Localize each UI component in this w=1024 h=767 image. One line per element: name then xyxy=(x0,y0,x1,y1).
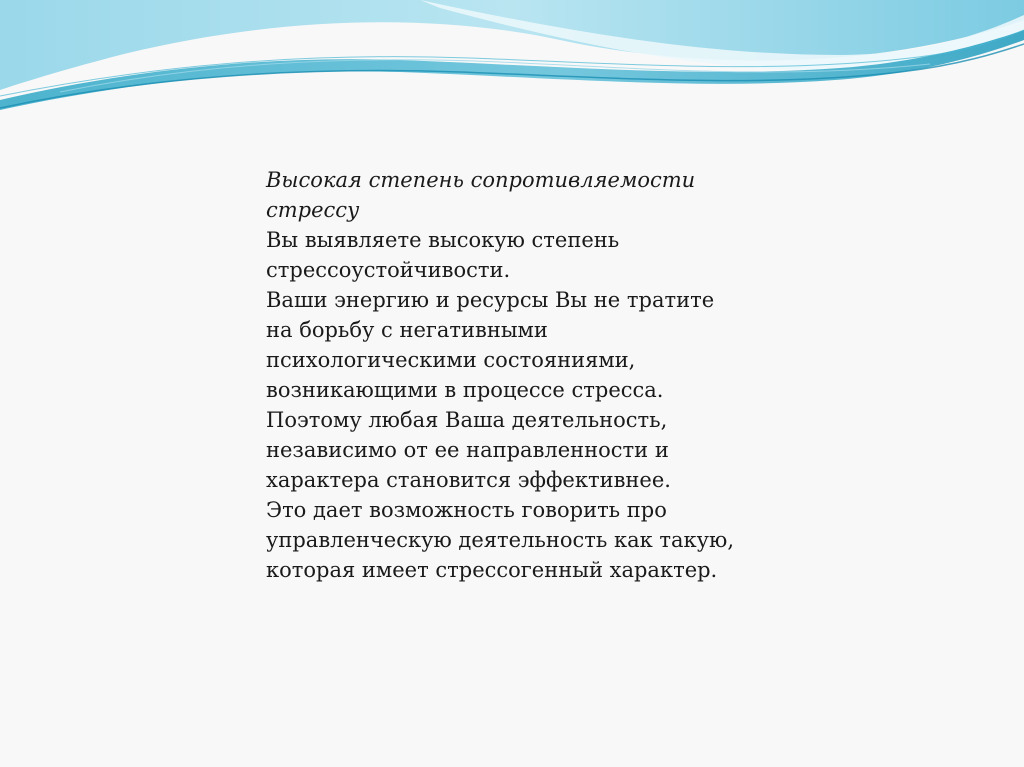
body-line-8: независимо от ее направленности и xyxy=(266,438,669,462)
body-line-2: стрессоустойчивости. xyxy=(266,258,511,282)
heading-line-2: стрессу xyxy=(266,198,360,222)
body-line-3: Ваши энергию и ресурсы Вы не тратите xyxy=(266,288,715,312)
heading-line-1: Высокая степень сопротивляемости xyxy=(266,168,696,192)
body-line-4: на борьбу с негативными xyxy=(266,318,548,342)
body-line-5: психологическими состояниями, xyxy=(266,348,636,372)
body-line-6: возникающими в процессе стресса. xyxy=(266,378,664,402)
body-text xyxy=(266,165,786,585)
body-line-1: Вы выявляете высокую степень xyxy=(266,228,620,252)
body-line-7: Поэтому любая Ваша деятельность, xyxy=(266,408,668,432)
body-line-12: которая имеет стрессогенный характер. xyxy=(266,558,718,582)
decorative-wave-header xyxy=(0,0,1024,120)
body-line-10: Это дает возможность говорить про xyxy=(266,498,667,522)
body-line-9: характера становится эффективнее. xyxy=(266,468,671,492)
body-line-11: управленческую деятельность как такую, xyxy=(266,528,734,552)
